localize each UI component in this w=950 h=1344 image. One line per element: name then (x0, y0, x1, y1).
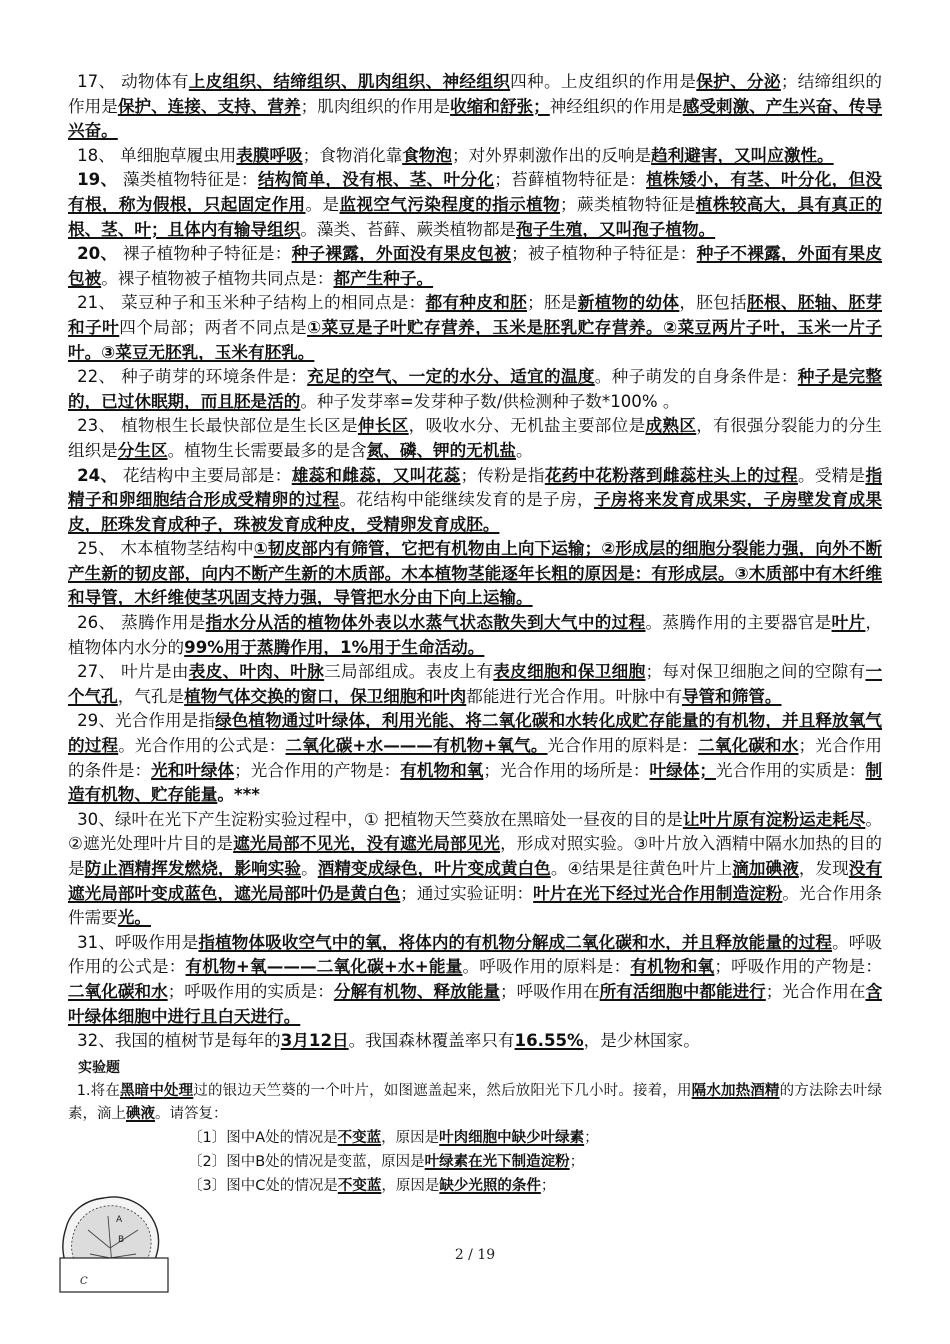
question-1-sub-3: 〔3〕图中C处的情况是不变蓝，原因是缺少光照的条件； (188, 1177, 556, 1194)
leaf-figure (58, 1188, 170, 1296)
paragraph-25: 25、 木本植物茎结构中①韧皮部内有筛管，它把有机物由上向下运输；②形成层的细胞分裂能力强，向外不断产生新的韧皮部，向内不断产生新的木质部。木本植物茎能逐年长粗的原因是：有形成层。③木质部中有木纤维和导管，木纤维使茎巩固支持力强，导管把水分由下向上运输。 (68, 539, 882, 608)
paragraph-32: 32、我国的植树节是每年的3月12日。我国森林覆盖率只有16.55%，是少林国家。 (77, 1031, 700, 1051)
paragraph-20: 20、 裸子植物种子特征是：种子裸露，外面没有果皮包被；被子植物种子特征是：种子不裸露，外面有果皮包被。裸子植物被子植物共同点是：都产生种子。 (68, 244, 883, 288)
paragraph-18: 18、 单细胞草履虫用表膜呼吸；食物消化靠食物泡；对外界刺激作出的反响是趋利避害，又叫应激性。 (77, 145, 834, 165)
question-1-sub-1: 〔1〕图中A处的情况是不变蓝，原因是叶肉细胞中缺少叶绿素； (188, 1129, 599, 1146)
paragraph-27: 27、 叶片是由表皮、叶肉、叶脉三局部组成。表皮上有表皮细胞和保卫细胞；每对保卫细胞之间的空隙有一个气孔，气孔是植物气体交换的窗口，保卫细胞和叶肉都能进行光合作用。叶脉中有导管和筛管。 (68, 662, 883, 706)
cover-strip (60, 1258, 168, 1292)
paragraph-17: 17、 动物体有上皮组织、结缔组织、肌肉组织、神经组织四种。上皮组织的作用是保护、分泌；结缔组织的作用是保护、连接、支持、营养；肌肉组织的作用是收缩和舒张；神经组织的作用是感受刺激、产生兴奋、传导兴奋。 (68, 72, 883, 141)
paragraph-26: 26、 蒸腾作用是指水分从活的植物体外表以水蒸气状态散失到大气中的过程。蒸腾作用的主要器官是叶片，植物体内水分的99%用于蒸腾作用，1%用于生命活动。 (68, 613, 883, 657)
question-1-sub-2: 〔2〕图中B处的情况是变蓝，原因是叶绿素在光下制造淀粉； (188, 1153, 585, 1170)
paragraph-22: 22、 种子萌芽的环境条件是：充足的空气、一定的水分、适宜的温度。种子萌发的自身条件是：种子是完整的，已过休眠期，而且胚是活的。种子发芽率=发芽种子数/供检测种子数*100% 。 (68, 367, 883, 411)
paragraph-29: 29、光合作用是指绿色植物通过叶绿体，利用光能、将二氧化碳和水转化成贮存能量的有机物，并且释放氧气的过程。光合作用的公式是：二氧化碳+水———有机物+氧气。光合作用的原料是：二氧化碳和水；光合作用的条件是：光和叶绿体；光合作用的产物是：有机物和氧；光合作用的场所是：叶绿体；光合作用的实质是：制造有机物、贮存能量。*** (68, 711, 883, 805)
paragraph-21: 21、 菜豆种子和玉米种子结构上的相同点是：都有种皮和胚；胚是新植物的幼体，胚包括胚根、胚轴、胚芽和子叶四个局部；两者不同点是①菜豆是子叶贮存营养，玉米是胚乳贮存营养。②菜豆两片子叶，玉米一片子叶。③菜豆无胚乳，玉米有胚乳。 (68, 293, 883, 362)
section-title-experiments: 实验题 (78, 1059, 120, 1076)
label-c: C (80, 1276, 88, 1287)
page-number: 2 / 19 (454, 1247, 496, 1263)
paragraph-31: 31、呼吸作用是指植物体吸收空气中的氧，将体内的有机物分解成二氧化碳和水，并且释放能量的过程。呼吸作用的公式是：有机物+氧———二氧化碳+水+能量。呼吸作用的原料是：有机物和氧；呼吸作用的产物是：二氧化碳和水；呼吸作用的实质是：分解有机物、释放能量；呼吸作用在所有活细胞中都能进行；光合作用在含叶绿体细胞中进行且白天进行。 (68, 932, 883, 1026)
paragraph-23: 23、 植物根生长最快部位是生长区是伸长区，吸收水分、无机盐主要部位是成熟区，有很强分裂能力的分生组织是分生区。植物生长需要最多的是含氮、磷、钾的无机盐。 (68, 416, 883, 460)
paragraph-19: 19、 藻类植物特征是：结构简单，没有根、茎、叶分化；苔藓植物特征是：植株矮小，有茎、叶分化，但没有根，称为假根，只起固定作用。是监视空气污染程度的指示植物；蕨类植物特征是植株较高大，具有真正的根、茎、叶；且体内有输导组织。藻类、苔藓、蕨类植物都是孢子生殖，又叫孢子植物。 (68, 170, 883, 239)
paragraph-24: 24、 花结构中主要局部是：雄蕊和雌蕊，又叫花蕊；传粉是指花药中花粉落到雌蕊柱头上的过程。受精是指精子和卵细胞结合形成受精卵的过程。花结构中能继续发育的是子房，子房将来发育成果实，子房壁发育成果皮，胚珠发育成种子，珠被发育成种皮，受精卵发育成胚。 (68, 465, 883, 534)
question-1-intro: 1.将在黑暗中处理过的银边天竺葵的一个叶片，如图遮盖起来，然后放阳光下几小时。接着，用隔水加热酒精的方法除去叶绿素，滴上碘液。请答复： (68, 1082, 883, 1122)
paragraph-30: 30、绿叶在光下产生淀粉实验过程中，① 把植物天竺葵放在黑暗处一昼夜的目的是让叶片原有淀粉运走耗尽。②遮光处理叶片目的是遮光局部不见光，没有遮光局部见光，形成对照实验。③叶片放入酒精中隔水加热的目的是防止酒精挥发燃烧，影响实验。酒精变成绿色，叶片变成黄白色。④结果是往黄色叶片上滴加碘液，发现没有遮光局部叶变成蓝色，遮光局部叶仍是黄白色；通过实验证明：叶片在光下经过光合作用制造淀粉。光合作用条件需要光。 (68, 809, 883, 928)
label-b: B (118, 1235, 125, 1245)
label-a: A (116, 1215, 123, 1225)
